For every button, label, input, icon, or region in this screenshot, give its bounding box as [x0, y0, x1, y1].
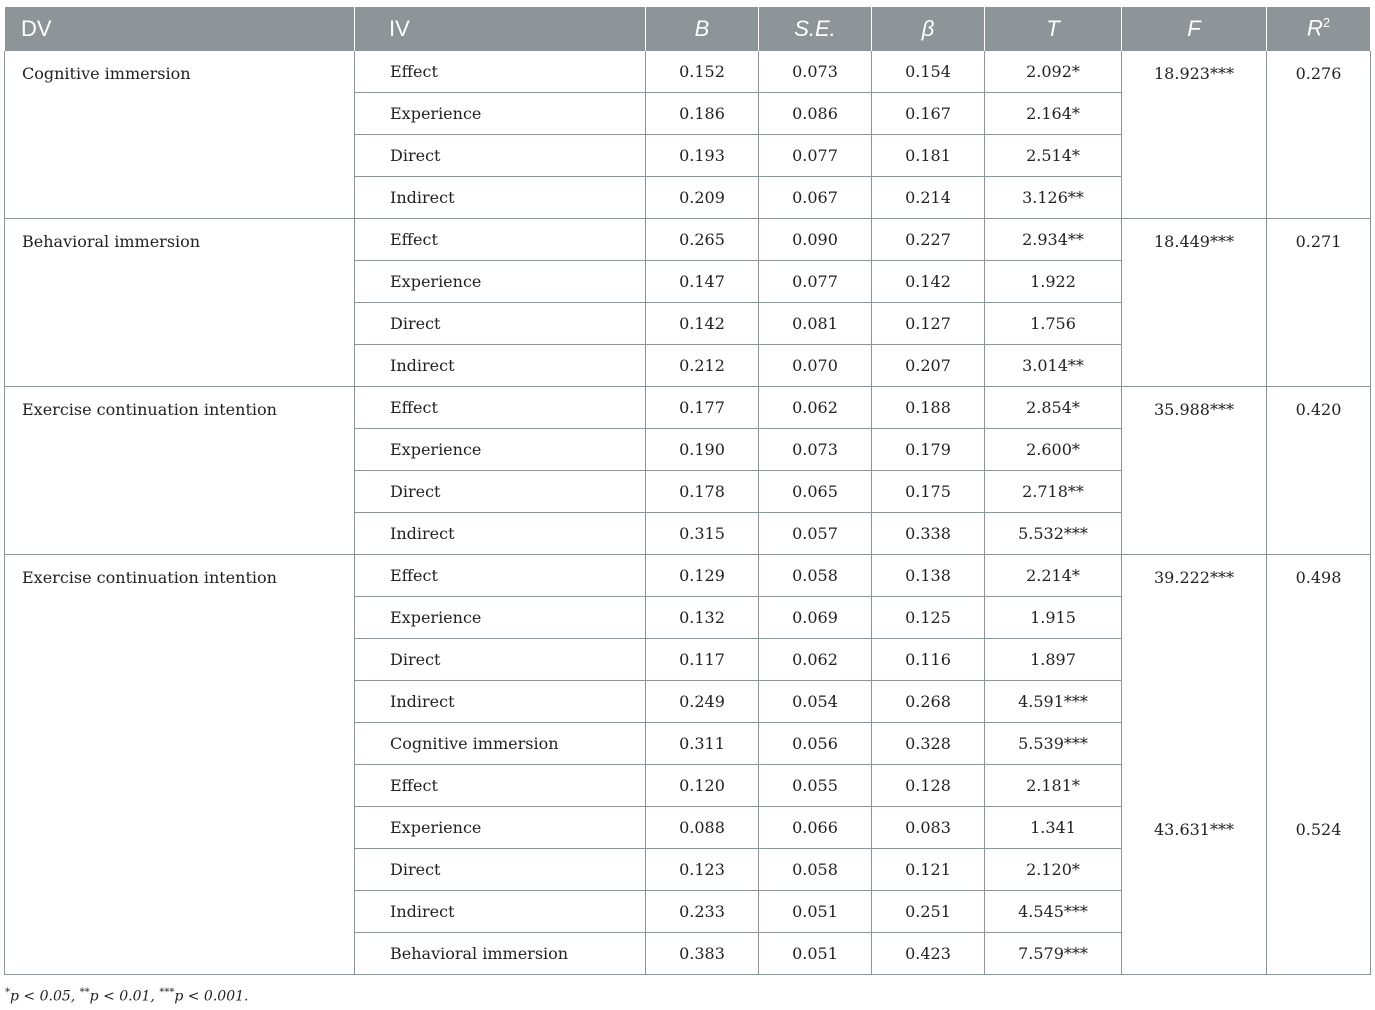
cell-dv: Behavioral immersion — [5, 219, 355, 387]
cell-se: 0.055 — [759, 765, 872, 807]
cell-r2: 0.420 — [1267, 387, 1371, 555]
cell-iv: Experience — [355, 597, 646, 639]
cell-b: 0.178 — [646, 471, 759, 513]
cell-beta: 0.268 — [872, 681, 985, 723]
cell-b: 0.233 — [646, 891, 759, 933]
cell-b: 0.209 — [646, 177, 759, 219]
cell-t: 1.915 — [985, 597, 1122, 639]
cell-f: 18.449*** — [1122, 219, 1267, 387]
cell-iv: Effect — [355, 765, 646, 807]
cell-beta: 0.167 — [872, 93, 985, 135]
cell-t: 1.341 — [985, 807, 1122, 849]
cell-se: 0.056 — [759, 723, 872, 765]
cell-beta: 0.181 — [872, 135, 985, 177]
cell-t: 2.600* — [985, 429, 1122, 471]
cell-beta: 0.154 — [872, 51, 985, 93]
table-row — [5, 51, 1371, 93]
header-beta: β — [872, 7, 985, 51]
cell-iv: Effect — [355, 387, 646, 429]
cell-t: 5.539*** — [985, 723, 1122, 765]
cell-t: 1.922 — [985, 261, 1122, 303]
cell-beta: 0.179 — [872, 429, 985, 471]
cell-t: 4.545*** — [985, 891, 1122, 933]
cell-iv: Indirect — [355, 345, 646, 387]
cell-f-model1: 39.222*** — [1154, 568, 1234, 587]
cell-iv: Indirect — [355, 891, 646, 933]
cell-beta: 0.175 — [872, 471, 985, 513]
cell-beta: 0.207 — [872, 345, 985, 387]
cell-t: 2.181* — [985, 765, 1122, 807]
cell-se: 0.090 — [759, 219, 872, 261]
cell-t: 7.579*** — [985, 933, 1122, 975]
cell-iv: Behavioral immersion — [355, 933, 646, 975]
cell-b: 0.129 — [646, 555, 759, 597]
cell-iv: Direct — [355, 303, 646, 345]
header-r2: $R^2$ — [1267, 7, 1371, 51]
cell-se: 0.070 — [759, 345, 872, 387]
cell-b: 0.249 — [646, 681, 759, 723]
cell-se: 0.077 — [759, 135, 872, 177]
cell-se: 0.086 — [759, 93, 872, 135]
cell-se: 0.081 — [759, 303, 872, 345]
cell-beta: 0.125 — [872, 597, 985, 639]
header-iv: IV — [355, 7, 646, 51]
table-body — [5, 51, 1371, 975]
regression-table — [4, 7, 1371, 975]
cell-t: 2.934** — [985, 219, 1122, 261]
cell-se: 0.057 — [759, 513, 872, 555]
cell-iv: Effect — [355, 219, 646, 261]
cell-se: 0.058 — [759, 555, 872, 597]
cell-se: 0.054 — [759, 681, 872, 723]
cell-r2-model1: 0.498 — [1295, 568, 1342, 587]
cell-beta: 0.423 — [872, 933, 985, 975]
cell-r2-model2: 0.524 — [1295, 820, 1342, 839]
cell-b: 0.383 — [646, 933, 759, 975]
cell-b: 0.315 — [646, 513, 759, 555]
table-header — [5, 7, 1371, 51]
cell-se: 0.077 — [759, 261, 872, 303]
cell-beta: 0.251 — [872, 891, 985, 933]
header-se: S.E. — [759, 7, 872, 51]
cell-dv: Cognitive immersion — [5, 51, 355, 219]
cell-dv: Exercise continuation intention — [5, 387, 355, 555]
cell-t: 2.120* — [985, 849, 1122, 891]
cell-b: 0.152 — [646, 51, 759, 93]
cell-beta: 0.338 — [872, 513, 985, 555]
cell-b: 0.193 — [646, 135, 759, 177]
cell-iv: Experience — [355, 93, 646, 135]
cell-b: 0.088 — [646, 807, 759, 849]
cell-dv: Exercise continuation intention — [5, 555, 355, 975]
significance-footnote: *p < 0.05, **p < 0.01, ***p < 0.001. — [5, 987, 249, 1005]
cell-t: 3.126** — [985, 177, 1122, 219]
cell-t: 2.214* — [985, 555, 1122, 597]
cell-b: 0.120 — [646, 765, 759, 807]
cell-r2: 0.271 — [1267, 219, 1371, 387]
cell-se: 0.051 — [759, 933, 872, 975]
cell-se: 0.073 — [759, 429, 872, 471]
cell-beta: 0.083 — [872, 807, 985, 849]
cell-se: 0.065 — [759, 471, 872, 513]
cell-b: 0.142 — [646, 303, 759, 345]
cell-b: 0.212 — [646, 345, 759, 387]
cell-f: 35.988*** — [1122, 387, 1267, 555]
cell-r2-stack — [1267, 555, 1371, 975]
cell-beta: 0.116 — [872, 639, 985, 681]
cell-b: 0.265 — [646, 219, 759, 261]
cell-beta: 0.127 — [872, 303, 985, 345]
cell-t: 2.718** — [985, 471, 1122, 513]
cell-beta: 0.142 — [872, 261, 985, 303]
cell-beta: 0.188 — [872, 387, 985, 429]
cell-beta: 0.227 — [872, 219, 985, 261]
cell-t: 2.164* — [985, 93, 1122, 135]
cell-b: 0.147 — [646, 261, 759, 303]
cell-iv: Direct — [355, 135, 646, 177]
cell-se: 0.062 — [759, 387, 872, 429]
cell-iv: Direct — [355, 639, 646, 681]
cell-t: 1.897 — [985, 639, 1122, 681]
cell-beta: 0.138 — [872, 555, 985, 597]
cell-r2: 0.276 — [1267, 51, 1371, 219]
cell-beta: 0.328 — [872, 723, 985, 765]
cell-t: 5.532*** — [985, 513, 1122, 555]
cell-se: 0.067 — [759, 177, 872, 219]
cell-iv: Direct — [355, 849, 646, 891]
cell-beta: 0.128 — [872, 765, 985, 807]
cell-se: 0.058 — [759, 849, 872, 891]
cell-iv: Indirect — [355, 681, 646, 723]
cell-f-model2: 43.631*** — [1154, 820, 1234, 839]
cell-t: 1.756 — [985, 303, 1122, 345]
cell-se: 0.051 — [759, 891, 872, 933]
cell-b: 0.132 — [646, 597, 759, 639]
cell-b: 0.117 — [646, 639, 759, 681]
cell-b: 0.177 — [646, 387, 759, 429]
cell-t: 3.014** — [985, 345, 1122, 387]
header-f: F — [1122, 7, 1267, 51]
cell-iv: Effect — [355, 51, 646, 93]
cell-f-stack — [1122, 555, 1267, 975]
table-row — [5, 555, 1371, 597]
table-row — [5, 387, 1371, 429]
cell-b: 0.186 — [646, 93, 759, 135]
cell-iv: Cognitive immersion — [355, 723, 646, 765]
header-b: B — [646, 7, 759, 51]
table-row — [5, 219, 1371, 261]
cell-b: 0.123 — [646, 849, 759, 891]
cell-beta: 0.121 — [872, 849, 985, 891]
cell-t: 2.514* — [985, 135, 1122, 177]
cell-se: 0.069 — [759, 597, 872, 639]
cell-iv: Direct — [355, 471, 646, 513]
cell-se: 0.062 — [759, 639, 872, 681]
cell-b: 0.190 — [646, 429, 759, 471]
cell-beta: 0.214 — [872, 177, 985, 219]
cell-f: 18.923*** — [1122, 51, 1267, 219]
header-dv: DV — [5, 7, 355, 51]
cell-t: 2.854* — [985, 387, 1122, 429]
cell-iv: Experience — [355, 261, 646, 303]
cell-se: 0.066 — [759, 807, 872, 849]
cell-t: 2.092* — [985, 51, 1122, 93]
cell-se: 0.073 — [759, 51, 872, 93]
cell-iv: Experience — [355, 429, 646, 471]
cell-b: 0.311 — [646, 723, 759, 765]
cell-iv: Effect — [355, 555, 646, 597]
cell-t: 4.591*** — [985, 681, 1122, 723]
cell-iv: Indirect — [355, 513, 646, 555]
cell-iv: Experience — [355, 807, 646, 849]
cell-iv: Indirect — [355, 177, 646, 219]
header-t: T — [985, 7, 1122, 51]
